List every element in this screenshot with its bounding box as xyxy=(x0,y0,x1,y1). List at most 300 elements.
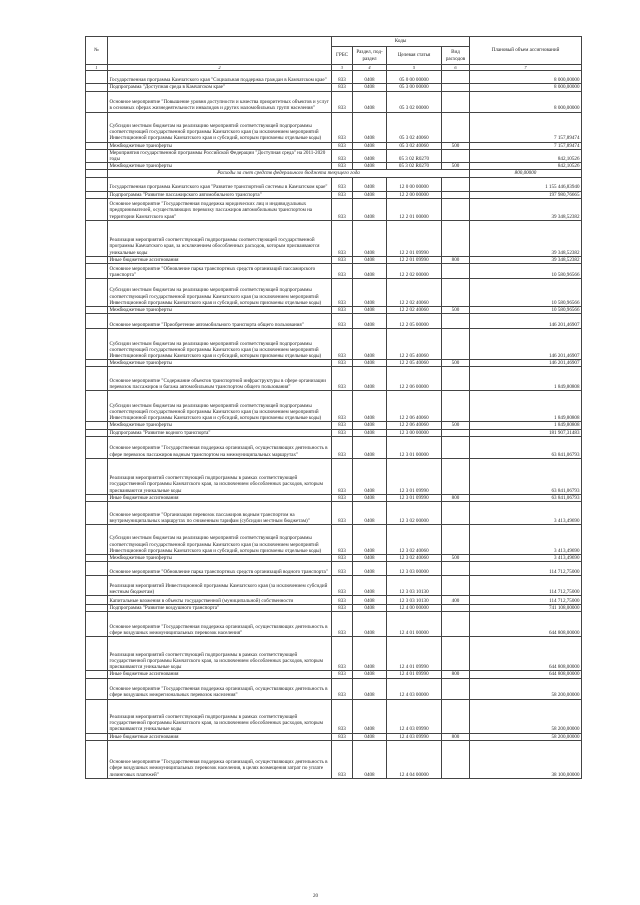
note-row xyxy=(86,170,582,177)
cell-amount: 644 808,00000 xyxy=(470,637,582,671)
col-number-1: 1 xyxy=(86,65,108,71)
cell-kind xyxy=(442,391,470,422)
cell-number xyxy=(86,314,108,329)
cell-name: Подпрограмма "Развитие пассажирского автомобильного транспорта" xyxy=(108,191,332,198)
cell-section: 0408 xyxy=(353,596,387,605)
budget-table xyxy=(85,36,582,779)
table-row xyxy=(86,436,582,458)
cell-name: Основное мероприятие "Содержание объектов транспортной инфраструктуры в сфере организации перевозок пассажиров и багажа автомобильным транспортом общего пользования" xyxy=(108,367,332,391)
cell-target: 12 3 03 00000 xyxy=(387,562,442,576)
cell-target: 12 2 05 40060 xyxy=(387,329,442,360)
table-row xyxy=(86,699,582,733)
cell-kind xyxy=(442,84,470,91)
cell-amount: 644 808,00000 xyxy=(470,671,582,678)
cell-kind xyxy=(442,177,470,191)
table-row xyxy=(86,391,582,422)
table-row xyxy=(86,256,582,263)
cell-kind xyxy=(442,264,470,279)
cell-name: Государственная программа Камчатского края "Развитие транспортной системы в Камчатском крае" xyxy=(108,177,332,191)
cell-name: Основное мероприятие "Обновление парка транспортных средств организаций водного транспорта" xyxy=(108,562,332,576)
cell-target: 12 2 01 09990 xyxy=(387,220,442,256)
cell-number xyxy=(86,112,108,142)
cell-target: 05 3 02 40060 xyxy=(387,112,442,142)
cell-grbs: 833 xyxy=(332,220,353,256)
cell-amount: 197 980,76665 xyxy=(470,191,582,198)
cell-note: Расходы за счет средств федерального бюджета текущего года xyxy=(108,170,470,177)
cell-number xyxy=(86,525,108,555)
header-codes-group: Коды xyxy=(332,37,470,47)
table-row xyxy=(86,458,582,494)
cell-name: Иные бюджетные ассигнования xyxy=(108,494,332,501)
cell-section: 0408 xyxy=(353,142,387,149)
table-row xyxy=(86,367,582,391)
table-row xyxy=(86,191,582,198)
table-row xyxy=(86,678,582,699)
cell-section: 0408 xyxy=(353,612,387,637)
col-number-2: 2 xyxy=(108,65,332,71)
cell-amount: 39 348,52382 xyxy=(470,256,582,263)
cell-kind: 500 xyxy=(442,422,470,429)
cell-section: 0408 xyxy=(353,307,387,314)
cell-number xyxy=(86,494,108,501)
cell-amount: 3 413,49690 xyxy=(470,555,582,562)
cell-section: 0408 xyxy=(353,576,387,596)
cell-amount: 1 849,80808 xyxy=(470,367,582,391)
cell-number xyxy=(86,671,108,678)
cell-grbs: 833 xyxy=(332,562,353,576)
cell-kind: 500 xyxy=(442,142,470,149)
cell-amount: 10 580,96566 xyxy=(470,279,582,307)
cell-grbs: 833 xyxy=(332,264,353,279)
cell-number xyxy=(86,177,108,191)
table-row xyxy=(86,142,582,149)
cell-grbs: 833 xyxy=(332,733,353,740)
table-row xyxy=(86,605,582,612)
cell-target: 12 2 02 00000 xyxy=(387,264,442,279)
cell-number xyxy=(86,436,108,458)
cell-grbs: 833 xyxy=(332,555,353,562)
cell-section: 0408 xyxy=(353,314,387,329)
cell-kind xyxy=(442,220,470,256)
cell-amount: 58 200,00000 xyxy=(470,733,582,740)
table-row xyxy=(86,612,582,637)
cell-section: 0408 xyxy=(353,436,387,458)
cell-target: 05 3 02 40060 xyxy=(387,142,442,149)
table-row xyxy=(86,71,582,84)
cell-grbs: 833 xyxy=(332,605,353,612)
cell-grbs: 833 xyxy=(332,678,353,699)
table-row xyxy=(86,637,582,671)
cell-kind xyxy=(442,149,470,162)
cell-number xyxy=(86,198,108,220)
cell-section: 0408 xyxy=(353,329,387,360)
cell-target: 12 4 01 09990 xyxy=(387,637,442,671)
table-row xyxy=(86,596,582,605)
table-body xyxy=(86,71,582,778)
cell-amount: 39 348,52382 xyxy=(470,198,582,220)
cell-kind xyxy=(442,605,470,612)
cell-amount: 146 201,46907 xyxy=(470,314,582,329)
cell-section: 0408 xyxy=(353,71,387,84)
cell-number xyxy=(86,429,108,436)
cell-section: 0408 xyxy=(353,733,387,740)
cell-number xyxy=(86,170,108,177)
cell-amount: 39 348,52382 xyxy=(470,220,582,256)
cell-number xyxy=(86,91,108,112)
cell-grbs: 833 xyxy=(332,429,353,436)
cell-amount: 3 413,49690 xyxy=(470,525,582,555)
cell-name: Субсидии местным бюджетам на реализацию мероприятий соответствующей подпрограммы соответствующей государственной программы Камчатского края (за исключением мероприятий Инвестиционной программы Камчатского края и субсидий, которым присвоены отдельные коды) xyxy=(108,279,332,307)
cell-grbs: 833 xyxy=(332,163,353,170)
cell-kind xyxy=(442,502,470,525)
table-row xyxy=(86,429,582,436)
table-row xyxy=(86,502,582,525)
cell-kind xyxy=(442,576,470,596)
cell-number xyxy=(86,422,108,429)
cell-name: Межбюджетные трансферты xyxy=(108,163,332,170)
cell-amount: 63 841,06793 xyxy=(470,436,582,458)
cell-number xyxy=(86,740,108,778)
cell-name: Субсидии местным бюджетам на реализацию мероприятий соответствующей подпрограммы соответствующей государственной программы Камчатского края (за исключением мероприятий Инвестиционной программы Камчатского края и субсидий, которым присвоены отдельные коды) xyxy=(108,525,332,555)
cell-kind xyxy=(442,637,470,671)
cell-target: 12 2 05 00000 xyxy=(387,314,442,329)
cell-target: 12 4 04 00000 xyxy=(387,740,442,778)
cell-section: 0408 xyxy=(353,562,387,576)
cell-kind: 500 xyxy=(442,555,470,562)
cell-number xyxy=(86,360,108,367)
cell-name: Государственная программа Камчатского края "Социальная поддержка граждан в Камчатском крае" xyxy=(108,71,332,84)
cell-grbs: 833 xyxy=(332,142,353,149)
cell-section: 0408 xyxy=(353,264,387,279)
cell-amount: 800,00000 xyxy=(470,170,582,177)
cell-target: 05 3 02 R0270 xyxy=(387,163,442,170)
cell-name: Подпрограмма "Развитие воздушного транспорта" xyxy=(108,605,332,612)
cell-target: 12 2 05 40060 xyxy=(387,360,442,367)
header-target: Целевая статья xyxy=(387,47,442,65)
cell-number xyxy=(86,502,108,525)
cell-section: 0408 xyxy=(353,220,387,256)
cell-name: Реализация мероприятий Инвестиционной программы Камчатского края (за исключением субсидий местным бюджетам) xyxy=(108,576,332,596)
cell-number xyxy=(86,149,108,162)
cell-target: 12 0 00 00000 xyxy=(387,177,442,191)
cell-name: Реализация мероприятий соответствующей подпрограммы в рамках соответствующей государственной программы Камчатского края, за исключением обособленных расходов, которым присваиваются уникальные коды xyxy=(108,458,332,494)
header-name xyxy=(108,37,332,65)
cell-amount: 7 157,89474 xyxy=(470,112,582,142)
cell-target: 12 3 03 10130 xyxy=(387,576,442,596)
cell-name: Межбюджетные трансферты xyxy=(108,142,332,149)
header-number: № xyxy=(86,37,108,65)
cell-kind xyxy=(442,71,470,84)
cell-grbs: 833 xyxy=(332,458,353,494)
table-row xyxy=(86,494,582,501)
cell-grbs: 833 xyxy=(332,149,353,162)
cell-number xyxy=(86,71,108,84)
cell-name: Межбюджетные трансферты xyxy=(108,307,332,314)
cell-section: 0408 xyxy=(353,502,387,525)
table-row xyxy=(86,264,582,279)
col-number-6: 6 xyxy=(442,65,470,71)
cell-target: 12 3 03 10130 xyxy=(387,596,442,605)
cell-amount: 58 200,00000 xyxy=(470,678,582,699)
cell-amount: 63 841,06793 xyxy=(470,458,582,494)
cell-target: 05 3 02 R0270 xyxy=(387,149,442,162)
cell-number xyxy=(86,562,108,576)
cell-amount: 114 712,75000 xyxy=(470,562,582,576)
table-row xyxy=(86,740,582,778)
cell-grbs: 833 xyxy=(332,422,353,429)
cell-grbs: 833 xyxy=(332,502,353,525)
cell-name: Субсидии местным бюджетам на реализацию мероприятий соответствующей подпрограммы соответствующей государственной программы Камчатского края (за исключением мероприятий Инвестиционной программы Камчатского края и субсидий, которым присвоены отдельные коды) xyxy=(108,112,332,142)
cell-grbs: 833 xyxy=(332,198,353,220)
col-number-7: 7 xyxy=(470,65,582,71)
cell-kind xyxy=(442,525,470,555)
col-number-3: 3 xyxy=(332,65,353,71)
cell-number xyxy=(86,220,108,256)
cell-amount: 842,10526 xyxy=(470,163,582,170)
cell-amount: 741 108,00000 xyxy=(470,605,582,612)
cell-target: 05 3 02 00000 xyxy=(387,91,442,112)
cell-target: 12 3 02 40060 xyxy=(387,555,442,562)
cell-section: 0408 xyxy=(353,422,387,429)
table-row xyxy=(86,220,582,256)
table-row xyxy=(86,525,582,555)
header-amount: Плановый объем ассигнований xyxy=(470,37,582,65)
cell-amount: 114 712,75000 xyxy=(470,596,582,605)
cell-target: 12 4 03 09990 xyxy=(387,733,442,740)
cell-number xyxy=(86,256,108,263)
cell-target: 12 2 02 40060 xyxy=(387,307,442,314)
cell-grbs: 833 xyxy=(332,360,353,367)
cell-name: Межбюджетные трансферты xyxy=(108,360,332,367)
cell-amount: 7 157,89474 xyxy=(470,142,582,149)
cell-kind: 500 xyxy=(442,360,470,367)
cell-target: 12 3 02 40060 xyxy=(387,525,442,555)
cell-kind: 800 xyxy=(442,733,470,740)
cell-amount: 58 200,00000 xyxy=(470,699,582,733)
cell-section: 0408 xyxy=(353,191,387,198)
cell-section: 0408 xyxy=(353,198,387,220)
cell-grbs: 833 xyxy=(332,307,353,314)
table-row xyxy=(86,329,582,360)
cell-number xyxy=(86,279,108,307)
table-row xyxy=(86,91,582,112)
cell-name: Подпрограмма "Развитие водного транспорта" xyxy=(108,429,332,436)
cell-target: 12 2 01 00000 xyxy=(387,198,442,220)
cell-name: Основное мероприятие "Обновление парка транспортных средств организаций пассажирского транспорта" xyxy=(108,264,332,279)
cell-number xyxy=(86,733,108,740)
cell-grbs: 833 xyxy=(332,637,353,671)
cell-kind xyxy=(442,191,470,198)
header-kind: Вид расходов xyxy=(442,47,470,65)
cell-amount: 1 155 446,83940 xyxy=(470,177,582,191)
cell-number xyxy=(86,458,108,494)
cell-amount: 8 000,00000 xyxy=(470,84,582,91)
table-row xyxy=(86,177,582,191)
table-row xyxy=(86,84,582,91)
cell-section: 0408 xyxy=(353,555,387,562)
cell-kind xyxy=(442,198,470,220)
table-row xyxy=(86,562,582,576)
cell-grbs: 833 xyxy=(332,367,353,391)
table-row xyxy=(86,163,582,170)
cell-target: 05 0 00 00000 xyxy=(387,71,442,84)
cell-target: 12 3 02 00000 xyxy=(387,502,442,525)
cell-amount: 1 849,80808 xyxy=(470,391,582,422)
table-row xyxy=(86,314,582,329)
cell-kind xyxy=(442,329,470,360)
header-section: Раздел, под-раздел xyxy=(353,47,387,65)
cell-section: 0408 xyxy=(353,91,387,112)
cell-amount: 146 201,46907 xyxy=(470,360,582,367)
table-row xyxy=(86,360,582,367)
cell-grbs: 833 xyxy=(332,671,353,678)
cell-kind xyxy=(442,91,470,112)
cell-target: 05 3 00 00000 xyxy=(387,84,442,91)
cell-number xyxy=(86,142,108,149)
cell-name: Капитальные вложения в объекты государственной (муниципальной) собственности xyxy=(108,596,332,605)
cell-kind xyxy=(442,612,470,637)
cell-section: 0408 xyxy=(353,678,387,699)
cell-grbs: 833 xyxy=(332,91,353,112)
cell-amount: 10 580,96566 xyxy=(470,307,582,314)
cell-number xyxy=(86,264,108,279)
cell-section: 0408 xyxy=(353,637,387,671)
cell-section: 0408 xyxy=(353,112,387,142)
cell-grbs: 833 xyxy=(332,576,353,596)
cell-kind: 800 xyxy=(442,671,470,678)
cell-number xyxy=(86,307,108,314)
table-row xyxy=(86,422,582,429)
cell-name: Основное мероприятие "Государственная поддержка организаций, осуществляющих деятельность в сфере перевозок пассажиров водным транспортом на межмуниципальных маршрутах" xyxy=(108,436,332,458)
cell-name: Иные бюджетные ассигнования xyxy=(108,256,332,263)
cell-grbs: 833 xyxy=(332,525,353,555)
table-row xyxy=(86,555,582,562)
cell-name: Мероприятия государственной программы Российской Федерации "Доступная среда" на 2011-2020 годы xyxy=(108,149,332,162)
cell-target: 12 2 02 40060 xyxy=(387,279,442,307)
cell-grbs: 833 xyxy=(332,256,353,263)
cell-kind: 800 xyxy=(442,494,470,501)
cell-target: 12 4 03 09990 xyxy=(387,699,442,733)
cell-target: 12 4 01 09990 xyxy=(387,671,442,678)
cell-grbs: 833 xyxy=(332,740,353,778)
cell-number xyxy=(86,329,108,360)
cell-grbs: 833 xyxy=(332,596,353,605)
cell-amount: 10 580,96566 xyxy=(470,264,582,279)
table-row xyxy=(86,149,582,162)
cell-section: 0408 xyxy=(353,256,387,263)
cell-target: 12 2 00 00000 xyxy=(387,191,442,198)
cell-name: Основное мероприятие "Государственная поддержка организаций, осуществляющих деятельность в сфере воздушных межмуниципальных перевозок населения" xyxy=(108,612,332,637)
cell-number xyxy=(86,191,108,198)
cell-amount: 644 808,00000 xyxy=(470,612,582,637)
cell-target: 12 2 06 40060 xyxy=(387,422,442,429)
table-row xyxy=(86,576,582,596)
cell-amount: 181 907,31483 xyxy=(470,429,582,436)
cell-section: 0408 xyxy=(353,494,387,501)
cell-number xyxy=(86,84,108,91)
cell-name: Основное мероприятие "Приобретение автомобильного транспорта общего пользования" xyxy=(108,314,332,329)
cell-section: 0408 xyxy=(353,391,387,422)
cell-amount: 8 000,00000 xyxy=(470,91,582,112)
cell-amount: 38 100,00000 xyxy=(470,740,582,778)
cell-section: 0408 xyxy=(353,740,387,778)
cell-kind xyxy=(442,112,470,142)
cell-name: Межбюджетные трансферты xyxy=(108,555,332,562)
cell-target: 12 4 01 00000 xyxy=(387,612,442,637)
cell-section: 0408 xyxy=(353,429,387,436)
cell-grbs: 833 xyxy=(332,279,353,307)
cell-name: Подпрограмма "Доступная среда в Камчатском крае" xyxy=(108,84,332,91)
cell-name: Основное мероприятие "Повышение уровня доступности и качества приоритетных объектов и услуг в основных сферах жизнедеятельности инвалидов и других маломобильных групп населения" xyxy=(108,91,332,112)
cell-number xyxy=(86,637,108,671)
cell-number xyxy=(86,699,108,733)
cell-amount: 146 201,46907 xyxy=(470,329,582,360)
table-row xyxy=(86,733,582,740)
cell-section: 0408 xyxy=(353,163,387,170)
cell-amount: 3 413,49690 xyxy=(470,502,582,525)
table-row xyxy=(86,112,582,142)
cell-name: Реализация мероприятий соответствующей подпрограммы соответствующей государственной программы Камчатского края, за исключением обособленных расходов, которым присваиваются уникальные коды xyxy=(108,220,332,256)
cell-kind xyxy=(442,458,470,494)
cell-grbs: 833 xyxy=(332,177,353,191)
cell-grbs: 833 xyxy=(332,436,353,458)
cell-name: Иные бюджетные ассигнования xyxy=(108,733,332,740)
cell-number xyxy=(86,612,108,637)
cell-kind: 500 xyxy=(442,163,470,170)
cell-target: 12 3 00 00000 xyxy=(387,429,442,436)
cell-amount: 8 000,00000 xyxy=(470,71,582,84)
cell-target: 12 2 01 09990 xyxy=(387,256,442,263)
cell-kind xyxy=(442,678,470,699)
cell-section: 0408 xyxy=(353,84,387,91)
cell-kind xyxy=(442,562,470,576)
cell-grbs: 833 xyxy=(332,112,353,142)
cell-section: 0408 xyxy=(353,177,387,191)
cell-number xyxy=(86,391,108,422)
table-row xyxy=(86,307,582,314)
header-grbs: ГРБС xyxy=(332,47,353,65)
cell-target: 12 2 06 40060 xyxy=(387,391,442,422)
table-row xyxy=(86,198,582,220)
cell-number xyxy=(86,605,108,612)
cell-target: 12 4 03 00000 xyxy=(387,678,442,699)
cell-name: Иные бюджетные ассигнования xyxy=(108,671,332,678)
cell-kind: 400 xyxy=(442,596,470,605)
cell-grbs: 833 xyxy=(332,84,353,91)
col-number-5: 5 xyxy=(387,65,442,71)
cell-name: Субсидии местным бюджетам на реализацию мероприятий соответствующей подпрограммы соответствующей государственной программы Камчатского края (за исключением мероприятий Инвестиционной программы Камчатского края и субсидий, которым присвоены отдельные коды) xyxy=(108,329,332,360)
cell-target: 12 3 01 09990 xyxy=(387,494,442,501)
cell-section: 0408 xyxy=(353,525,387,555)
cell-target: 12 2 06 00000 xyxy=(387,367,442,391)
cell-kind xyxy=(442,429,470,436)
cell-name: Реализация мероприятий соответствующей подпрограммы в рамках соответствующей государственной программы Камчатского края, за исключением обособленных расходов, которым присваиваются уникальные коды xyxy=(108,699,332,733)
cell-name: Основное мероприятие "Государственная поддержка организаций, осуществляющих деятельность в сфере воздушных межмуниципальных перевозок населения, в целях возмещения затрат по уплате лизинговых платежей" xyxy=(108,740,332,778)
cell-amount: 842,10526 xyxy=(470,149,582,162)
cell-grbs: 833 xyxy=(332,494,353,501)
cell-number xyxy=(86,367,108,391)
cell-amount: 63 841,06793 xyxy=(470,494,582,501)
cell-name: Реализация мероприятий соответствующей подпрограммы в рамках соответствующей государственной программы Камчатского края, за исключением обособленных расходов, которым присваиваются уникальные коды xyxy=(108,637,332,671)
cell-name: Основное мероприятие "Государственная поддержка юридических лиц и индивидуальных предпринимателей, осуществляющих перевозку пассажиров автомобильным транспортом на территории Камчатского края" xyxy=(108,198,332,220)
cell-section: 0408 xyxy=(353,699,387,733)
cell-section: 0408 xyxy=(353,360,387,367)
cell-section: 0408 xyxy=(353,605,387,612)
cell-name: Субсидии местным бюджетам на реализацию мероприятий соответствующей подпрограммы соответствующей государственной программы Камчатского края (за исключением мероприятий Инвестиционной программы Камчатского края и субсидий, которым присвоены отдельные коды) xyxy=(108,391,332,422)
cell-grbs: 833 xyxy=(332,612,353,637)
cell-grbs: 833 xyxy=(332,314,353,329)
table-row xyxy=(86,279,582,307)
